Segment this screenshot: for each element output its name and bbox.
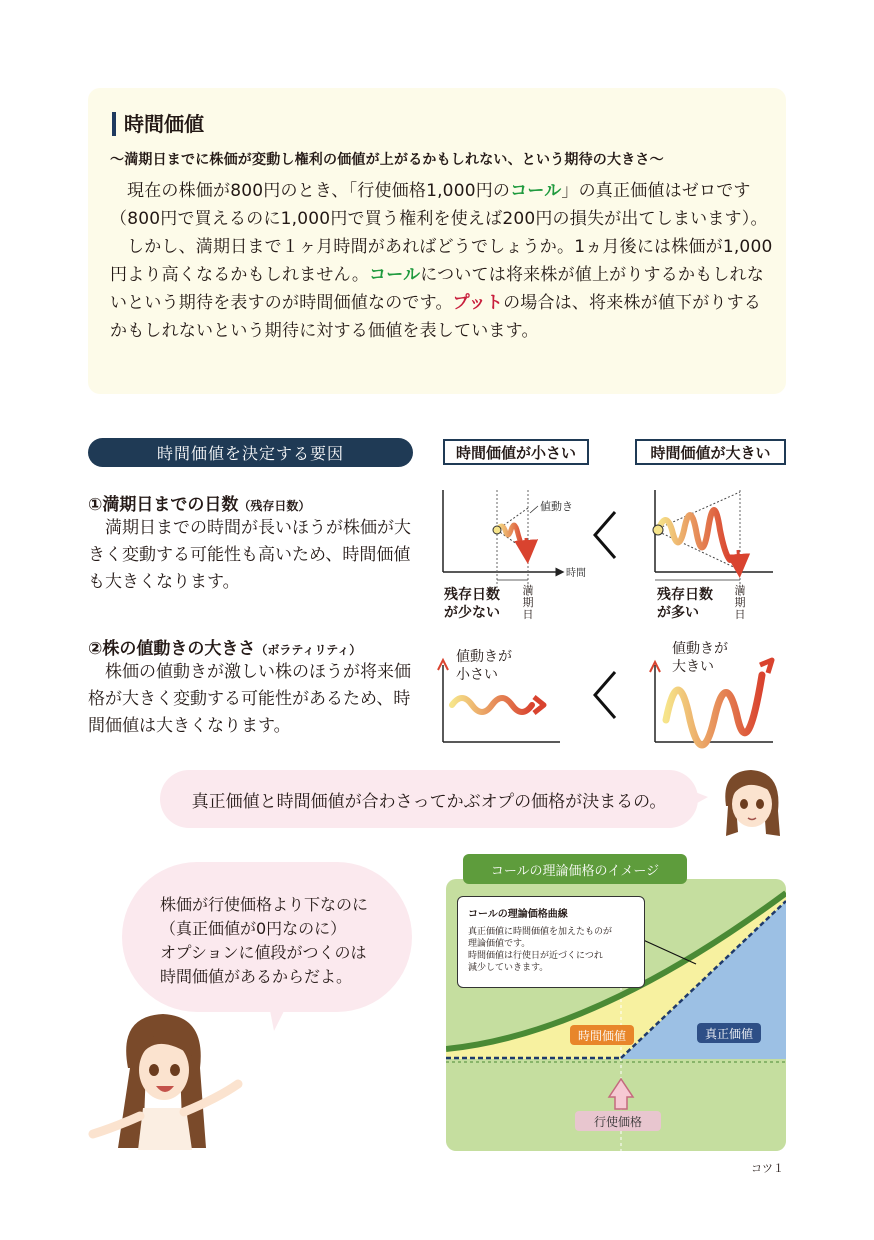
- days-few-label: 残存日数 が少ない: [444, 587, 500, 621]
- chart-title: コールの理論価格のイメージ: [463, 854, 687, 884]
- less-than-mark: [595, 512, 615, 558]
- vol-small-label: 値動きが 小さい: [456, 649, 512, 683]
- intro-body: [110, 177, 774, 345]
- put-highlight: プット: [452, 293, 504, 313]
- expiry-label-b: 満期日: [734, 584, 746, 621]
- strike-price-chip: 行使価格: [575, 1111, 661, 1131]
- strike-arrow-icon: [609, 1079, 633, 1109]
- time-axis-label: 時間: [566, 568, 586, 579]
- factor-2-title: ②株の値動きの大きさ（ボラティリティ）: [88, 639, 362, 659]
- time-value-chip: 時間価値: [570, 1025, 634, 1045]
- girl-pointing-icon: [88, 1008, 253, 1150]
- days-many-chart: [653, 490, 773, 598]
- factors-heading: 時間価値を決定する要因: [88, 438, 413, 467]
- vol-large-label: 値動きが 大きい: [672, 641, 728, 675]
- bubble-tail: [262, 995, 302, 1035]
- days-many-label: 残存日数 が多い: [657, 587, 713, 621]
- factor-1-title: ①満期日までの日数（残存日数）: [88, 495, 311, 515]
- speech-bubble-top: 真正価値と時間価値が合わさってかぶオプの価格が決まるの。: [160, 770, 698, 828]
- intrinsic-value-chip: 真正価値: [697, 1023, 761, 1043]
- call-highlight: コール: [369, 265, 421, 285]
- page-number: コツ１: [751, 1162, 784, 1175]
- tag-large-time-value: 時間価値が大きい: [635, 439, 786, 465]
- movement-label: 値動き: [540, 500, 573, 513]
- bubble-tail: [690, 785, 710, 815]
- factor-2-body: 株価の値動きが激しい株のほうが将来価格が大きく変動する可能性があるため、時間価値は大きくなります。: [88, 662, 411, 736]
- speech-bubble-left-text: 株価が行使価格より下なのに （真正価値が0円なのに） オプションに値段がつくのは 時間価値があるからだよ。: [160, 895, 369, 986]
- section-subtitle: 〜満期日までに株価が変動し権利の価値が上がるかもしれない、という期待の大きさ〜: [110, 152, 664, 168]
- intro-paragraph-1: 現在の株価が800円のとき、「行使価格1,000円のコール」の真正価値はゼロです（800円で買えるのに1,000円で買う権利を使えば200円の損失が出てしまいます）。: [110, 181, 768, 229]
- tag-small-time-value: 時間価値が小さい: [443, 439, 589, 465]
- intro-paragraph-2: しかし、満期日まで１ヶ月時間があればどうでしょうか。1ヵ月後には株価が1,000円より高くなるかもしれません。コールについては将来株が値上がりするかもしれないという期待を表すのが時間価値なのです。プットの場合は、将来株が値下がりするかもしれないという期待に対する価値を表しています。: [110, 237, 773, 341]
- call-highlight: コール: [510, 181, 562, 201]
- expiry-label-a: 満期日: [522, 584, 534, 621]
- curve-explanation-box: コールの理論価格曲線 真正価値に時間価値を加えたものが 理論価値です。 時間価値は行使日が近づくにつれ 減少していきます。: [457, 896, 645, 988]
- girl-avatar-icon: [716, 766, 786, 838]
- factor-1-body: 満期日までの時間が長いほうが株価が大きく変動する可能性も高いため、時間価値も大きくなります。: [88, 518, 411, 592]
- section-title: 時間価値: [112, 112, 204, 136]
- less-than-mark: [595, 672, 615, 718]
